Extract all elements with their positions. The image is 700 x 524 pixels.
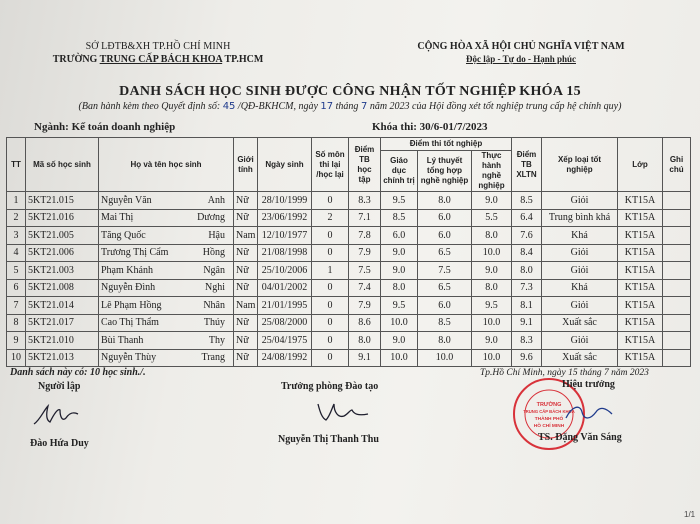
cell-student-id: 5KT21.017 [26, 314, 99, 332]
cell-name [99, 349, 234, 367]
cell-practice: 5.5 [472, 209, 512, 227]
cell-gpa: 7.9 [349, 244, 381, 262]
table-row [7, 279, 691, 297]
student-first-name: Bùi Thanh [101, 334, 144, 346]
cell-dob: 28/10/1999 [258, 192, 312, 210]
cell-class: KT15A [618, 192, 663, 210]
table-row [7, 262, 691, 280]
student-first-name: Mai Thị [101, 212, 134, 224]
table-row [7, 209, 691, 227]
cell-name [99, 279, 234, 297]
preparer-name: Đào Hứa Duy [30, 438, 89, 449]
cell-student-id: 5KT21.016 [26, 209, 99, 227]
cell-practice: 10.0 [472, 244, 512, 262]
cell-rank: Khá [542, 279, 618, 297]
col-header-theory: Lý thuyết tổng hợp nghề nghiệp [418, 151, 472, 192]
student-given-name: Thy [208, 334, 225, 346]
cell-final: 7.3 [512, 279, 542, 297]
cell-theory: 6.5 [418, 244, 472, 262]
cell-final: 9.6 [512, 349, 542, 367]
cell-politics: 8.5 [381, 209, 418, 227]
student-first-name: Phạm Khánh [101, 264, 153, 276]
cell-name [99, 244, 234, 262]
student-given-name: Dương [197, 212, 225, 224]
student-given-name: Trang [201, 352, 225, 364]
principal-label: Hiệu trưởng [562, 379, 615, 390]
table-row [7, 332, 691, 350]
student-given-name: Anh [207, 194, 225, 206]
cell-retake: 0 [312, 227, 349, 245]
table-row [7, 349, 691, 367]
table-row [7, 244, 691, 262]
cell-note [663, 227, 691, 245]
cell-gender: Nam [234, 227, 258, 245]
training-head-signature [312, 398, 374, 426]
student-first-name: Cao Thị Thẩm [101, 317, 159, 329]
cell-class: KT15A [618, 262, 663, 280]
cell-dob: 25/04/1975 [258, 332, 312, 350]
cell-practice: 9.5 [472, 297, 512, 315]
cell-rank: Khá [542, 227, 618, 245]
cell-gpa: 7.5 [349, 262, 381, 280]
cell-theory: 6.0 [418, 297, 472, 315]
cell-name [99, 227, 234, 245]
cell-note [663, 349, 691, 367]
cell-politics: 10.0 [381, 349, 418, 367]
cell-rank: Trung bình khá [542, 209, 618, 227]
cell-gender: Nữ [234, 192, 258, 210]
col-header-rank: Xếp loại tốt nghiệp [542, 138, 618, 192]
cell-student-id: 5KT21.014 [26, 297, 99, 315]
cell-politics: 9.0 [381, 332, 418, 350]
cell-note [663, 244, 691, 262]
cell-class: KT15A [618, 349, 663, 367]
cell-practice: 9.0 [472, 262, 512, 280]
student-table [6, 137, 691, 367]
cell-final: 9.1 [512, 314, 542, 332]
national-header [385, 40, 657, 66]
major-label: Ngành: Kế toán doanh nghiệp [34, 121, 176, 133]
cell-rank: Xuất sắc [542, 349, 618, 367]
cell-gender: Nữ [234, 244, 258, 262]
cell-final: 8.5 [512, 192, 542, 210]
table-row [7, 314, 691, 332]
cell-dob: 04/01/2002 [258, 279, 312, 297]
cell-practice: 10.0 [472, 314, 512, 332]
cell-practice: 9.0 [472, 192, 512, 210]
decision-month: 7 [360, 101, 368, 112]
cell-theory: 8.0 [418, 332, 472, 350]
col-header-name: Họ và tên học sinh [99, 138, 234, 192]
cell-final: 6.4 [512, 209, 542, 227]
cell-retake: 0 [312, 314, 349, 332]
student-first-name: Trương Thị Cẩm [101, 247, 169, 259]
col-header-politics: Giáo dục chính trị [381, 151, 418, 192]
cell-retake: 1 [312, 262, 349, 280]
cell-note [663, 192, 691, 210]
cell-class: KT15A [618, 279, 663, 297]
cell-theory: 7.5 [418, 262, 472, 280]
principal-signature [560, 398, 620, 428]
col-header-exam-group: Điểm thi tốt nghiệp [381, 138, 512, 151]
cell-tt: 9 [7, 332, 26, 350]
cell-retake: 2 [312, 209, 349, 227]
cell-dob: 25/10/2006 [258, 262, 312, 280]
issuer-header [28, 40, 288, 66]
cell-tt: 1 [7, 192, 26, 210]
cell-tt: 4 [7, 244, 26, 262]
col-header-class: Lớp [618, 138, 663, 192]
cell-rank: Xuất sắc [542, 314, 618, 332]
cell-gpa: 7.9 [349, 297, 381, 315]
cell-final: 7.6 [512, 227, 542, 245]
cell-retake: 0 [312, 192, 349, 210]
stamp-line-3: THÀNH PHỐ [534, 417, 564, 422]
student-given-name: Thúy [203, 317, 225, 329]
cell-gpa: 7.1 [349, 209, 381, 227]
school-name: TRƯỜNG TRUNG CẤP BÁCH KHOA TP.HCM [52, 54, 264, 65]
student-rows [7, 192, 691, 367]
cell-student-id: 5KT21.005 [26, 227, 99, 245]
cell-class: KT15A [618, 314, 663, 332]
col-header-gpa: Điểm TB học tập [349, 138, 381, 192]
cell-gpa: 8.0 [349, 332, 381, 350]
student-first-name: Nguyễn Văn [101, 194, 152, 206]
issuer-org: SỞ LĐTB&XH TP.HỒ CHÍ MINH [85, 41, 231, 52]
cell-tt: 6 [7, 279, 26, 297]
cell-gpa: 8.3 [349, 192, 381, 210]
cell-gpa: 8.6 [349, 314, 381, 332]
cell-class: KT15A [618, 244, 663, 262]
page-number: 1/1 [684, 510, 696, 519]
cell-politics: 9.0 [381, 262, 418, 280]
cell-retake: 0 [312, 297, 349, 315]
cell-tt: 3 [7, 227, 26, 245]
student-given-name: Hậu [208, 229, 225, 241]
cell-retake: 0 [312, 279, 349, 297]
cell-student-id: 5KT21.013 [26, 349, 99, 367]
cell-tt: 10 [7, 349, 26, 367]
col-header-retake: Số môn thi lại /học lại [312, 138, 349, 192]
cell-rank: Giỏi [542, 297, 618, 315]
cell-dob: 25/08/2000 [258, 314, 312, 332]
signing-date: Tp.Hồ Chí Minh, ngày 15 tháng 7 năm 2023 [480, 368, 649, 378]
table-row [7, 297, 691, 315]
student-first-name: Lê Phạm Hồng [101, 299, 162, 311]
table-row [7, 227, 691, 245]
count-note: Danh sách này có: 10 học sinh./. [10, 367, 146, 378]
cell-gpa: 7.8 [349, 227, 381, 245]
decision-number: 45 [222, 101, 236, 112]
cell-politics: 10.0 [381, 314, 418, 332]
cell-gpa: 9.1 [349, 349, 381, 367]
student-given-name: Hồng [202, 247, 225, 259]
cell-final: 8.3 [512, 332, 542, 350]
cell-politics: 9.5 [381, 192, 418, 210]
cell-note [663, 314, 691, 332]
stamp-line-2: TRUNG CẤP BÁCH KHOA [523, 409, 575, 414]
national-motto: Độc lập - Tự do - Hạnh phúc [465, 54, 576, 64]
cell-practice: 9.0 [472, 332, 512, 350]
col-header-dob: Ngày sinh [258, 138, 312, 192]
cell-theory: 10.0 [418, 349, 472, 367]
cell-theory: 6.0 [418, 227, 472, 245]
col-header-student-id: Mã số học sinh [26, 138, 99, 192]
cell-rank: Giỏi [542, 262, 618, 280]
cell-class: KT15A [618, 227, 663, 245]
nation-name: CỘNG HÒA XÃ HỘI CHỦ NGHĨA VIỆT NAM [417, 41, 625, 52]
cell-name [99, 332, 234, 350]
student-given-name: Nhân [203, 299, 225, 311]
cell-name [99, 262, 234, 280]
training-head-label: Trưởng phòng Đào tạo [281, 381, 379, 392]
training-head-name: Nguyễn Thị Thanh Thu [278, 434, 379, 445]
cell-gpa: 7.4 [349, 279, 381, 297]
cell-tt: 2 [7, 209, 26, 227]
principal-name: TS. Đặng Văn Sáng [538, 432, 622, 443]
cell-theory: 8.0 [418, 192, 472, 210]
cell-student-id: 5KT21.015 [26, 192, 99, 210]
stamp-line-1: TRƯỜNG [536, 402, 562, 408]
cell-final: 8.0 [512, 262, 542, 280]
cell-note [663, 209, 691, 227]
col-header-note: Ghi chú [663, 138, 691, 192]
cell-practice: 8.0 [472, 279, 512, 297]
cell-dob: 21/08/1998 [258, 244, 312, 262]
col-header-practice: Thực hành nghề nghiệp [472, 151, 512, 192]
cell-tt: 5 [7, 262, 26, 280]
cell-tt: 7 [7, 297, 26, 315]
cell-retake: 0 [312, 349, 349, 367]
cell-note [663, 262, 691, 280]
student-given-name: Ngân [203, 264, 225, 276]
cell-dob: 12/10/1977 [258, 227, 312, 245]
cell-student-id: 5KT21.008 [26, 279, 99, 297]
cell-class: KT15A [618, 332, 663, 350]
cell-gender: Nữ [234, 314, 258, 332]
cell-dob: 24/08/1992 [258, 349, 312, 367]
col-header-gender: Giới tính [234, 138, 258, 192]
cell-name [99, 209, 234, 227]
cell-gender: Nữ [234, 262, 258, 280]
cell-theory: 6.0 [418, 209, 472, 227]
document-subtitle: (Ban hành kèm theo Quyết định số: 45 /QĐ-BKHCM, ngày 17 tháng 7 năm 2023 của Hội đồng xét tốt nghiệp trung cấp hệ chính quy) [78, 101, 622, 112]
cell-class: KT15A [618, 209, 663, 227]
decision-day: 17 [320, 101, 334, 112]
cell-note [663, 279, 691, 297]
preparer-signature [30, 400, 90, 430]
cell-rank: Giỏi [542, 244, 618, 262]
table-row [7, 192, 691, 210]
cell-politics: 8.0 [381, 279, 418, 297]
cell-theory: 8.5 [418, 314, 472, 332]
cell-rank: Giỏi [542, 332, 618, 350]
student-first-name: Tăng Quốc [101, 229, 146, 241]
cell-name [99, 297, 234, 315]
cell-politics: 9.5 [381, 297, 418, 315]
col-header-final: Điểm TB XLTN [512, 138, 542, 192]
cell-note [663, 332, 691, 350]
cell-retake: 0 [312, 332, 349, 350]
cell-class: KT15A [618, 297, 663, 315]
cell-gender: Nữ [234, 349, 258, 367]
cell-tt: 8 [7, 314, 26, 332]
cell-gender: Nữ [234, 279, 258, 297]
cell-theory: 6.5 [418, 279, 472, 297]
student-given-name: Nghi [205, 282, 225, 294]
cell-student-id: 5KT21.006 [26, 244, 99, 262]
cell-final: 8.1 [512, 297, 542, 315]
cell-final: 8.4 [512, 244, 542, 262]
preparer-label: Người lập [38, 381, 81, 392]
cell-note [663, 297, 691, 315]
cell-dob: 21/01/1995 [258, 297, 312, 315]
student-first-name: Nguyễn Đình [101, 282, 156, 294]
cell-gender: Nam [234, 297, 258, 315]
cell-dob: 23/06/1992 [258, 209, 312, 227]
student-first-name: Nguyễn Thùy [101, 352, 157, 364]
cell-student-id: 5KT21.003 [26, 262, 99, 280]
document-title: DANH SÁCH HỌC SINH ĐƯỢC CÔNG NHẬN TỐT NGHIỆP KHÓA 15 [119, 84, 581, 99]
cell-politics: 6.0 [381, 227, 418, 245]
cell-gender: Nữ [234, 209, 258, 227]
cell-gender: Nữ [234, 332, 258, 350]
cell-politics: 9.0 [381, 244, 418, 262]
exam-course-label: Khóa thi: 30/6-01/7/2023 [372, 121, 488, 133]
stamp-line-4: HỒ CHÍ MINH [533, 424, 565, 429]
cell-name [99, 314, 234, 332]
cell-name [99, 192, 234, 210]
cell-rank: Giỏi [542, 192, 618, 210]
cell-student-id: 5KT21.010 [26, 332, 99, 350]
cell-practice: 10.0 [472, 349, 512, 367]
col-header-tt: TT [7, 138, 26, 192]
cell-retake: 0 [312, 244, 349, 262]
cell-practice: 8.0 [472, 227, 512, 245]
